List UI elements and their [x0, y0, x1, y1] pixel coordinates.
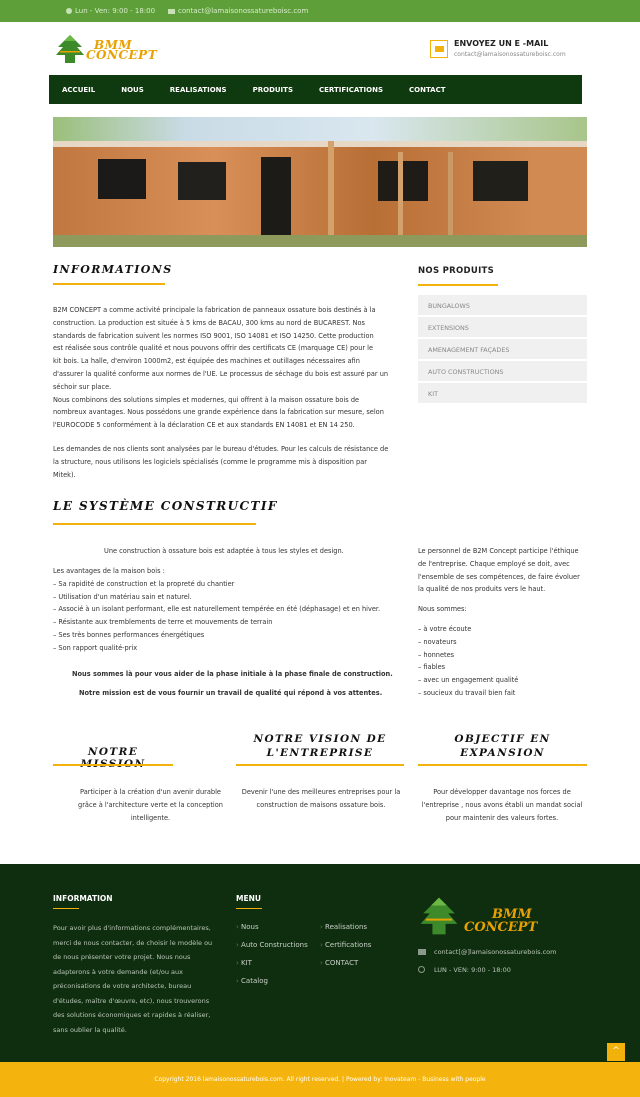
footer-info-title: INFORMATION	[53, 894, 113, 903]
site-logo[interactable]	[54, 33, 179, 65]
nav-accueil[interactable]: ACCUEIL	[62, 85, 96, 94]
logo-text-concept: CONCEPT	[86, 48, 158, 62]
top-bar	[0, 0, 640, 22]
product-amenagement-facades[interactable]: AMENAGEMENT FAÇADES	[418, 339, 587, 359]
mission-title: NOTRE	[87, 746, 139, 758]
nav-realisations[interactable]: REALISATIONS	[169, 85, 227, 94]
vision-title	[236, 732, 404, 760]
mail-address[interactable]: contact@lamaisonossatureboisc.com	[454, 51, 566, 58]
footer-menu-catalog[interactable]: › Catalog	[236, 977, 268, 985]
text-line: Pour avoir plus d'informations complémentaires,	[53, 924, 211, 932]
text-line: – Associé à un isolant performant, elle est naturellement tempérée en été (déphasage) et en hiver.	[53, 605, 381, 614]
tree-logo-icon	[54, 33, 86, 65]
systeme-title: LE SYSTÈME CONSTRUCTIF	[53, 499, 278, 513]
text-line: – novateurs	[418, 637, 457, 646]
text-line: la qualité de nos produits vers le haut.	[418, 585, 546, 594]
copyright-text: Copyright 2016 lamaisonossaturebois.com. All right reserved. | Powered by: Inovateam - Business with people	[154, 1076, 486, 1083]
objectif-text	[412, 786, 592, 825]
main-nav	[49, 75, 582, 104]
footer-logo[interactable]	[418, 894, 588, 938]
vision-title-line: L'ENTREPRISE	[266, 747, 374, 759]
text-line: construction. La production est située à 5 kms de BACAU, 300 kms au nord de BUCAREST. Nos	[53, 318, 365, 327]
text-line: Mitek).	[53, 470, 76, 479]
text-line: sans oublier la qualité.	[53, 1025, 127, 1034]
footer-logo-bmm: BMM	[492, 907, 532, 922]
text-line: – fiables	[418, 663, 446, 672]
mail-icon	[430, 40, 448, 58]
back-to-top-button[interactable]	[607, 1043, 625, 1061]
objectif-title-line: OBJECTIF EN	[454, 733, 551, 745]
nav-certifications[interactable]: CERTIFICATIONS	[318, 85, 383, 94]
text-line: des solutions économiques et rapides à réaliser,	[53, 1011, 211, 1019]
text-line: d'études, maître d'œuvre, etc), nous trouverons	[53, 996, 210, 1005]
mission-line: grâce à l'architecture verte et la conception	[78, 801, 223, 809]
text-line: de l'entreprise. Chaque employé se doit, avec	[418, 559, 570, 568]
text-line: – soucieux du travail bien fait	[418, 689, 516, 697]
nav-contact[interactable]: CONTACT	[409, 85, 446, 94]
mail-title: ENVOYEZ UN E -MAIL	[454, 39, 549, 48]
topbar-email[interactable]: contact@lamaisonossatureboisc.com	[178, 7, 309, 15]
text-line: est réalisée sous contrôle qualité et nous pouvons offrir des certificats CE (marquage CE) pour le	[53, 344, 374, 353]
product-auto-constructions[interactable]: AUTO CONSTRUCTIONS	[418, 361, 587, 381]
text-line: – Sa rapidité de construction et la propreté du chantier	[53, 579, 235, 588]
chevron-up-icon: ^	[612, 1046, 620, 1056]
text-line: Les demandes de nos clients sont analysées par le bureau d'études. Pour les calculs de résistance de	[53, 445, 389, 453]
footer	[0, 864, 640, 1062]
objectif-title-line: EXPANSION	[460, 747, 545, 759]
text-line: séchoir sur place.	[53, 382, 112, 391]
text-line: l'EUROCODE 5 conformément à la déclaration CE et aux standards EN 14081 et EN 14 250.	[53, 421, 355, 430]
text-line: – avec un engagement qualité	[418, 676, 519, 685]
products-title: NOS PRODUITS	[418, 266, 495, 276]
vision-line: Devenir l'une des meilleures entreprises pour la	[241, 788, 401, 796]
vision-title-line: NOTRE VISION DE	[253, 733, 387, 745]
text-line: – Résistante aux tremblements de terre et mouvements de terrain	[53, 618, 273, 627]
mission-text	[53, 786, 248, 825]
systeme-intro: Une construction à ossature bois est adaptée à tous les styles et design.	[104, 547, 344, 555]
objectif-line: l'entreprise , nous avons établi un mandat social	[421, 801, 583, 809]
footer-menu-realisations[interactable]: › Realisations	[320, 923, 367, 931]
ethique-heading: Nous sommes:	[418, 605, 467, 613]
text-line: – Ses très bonnes performances énergétiques	[53, 631, 205, 639]
text-line: B2M CONCEPT a comme activité principale la fabrication de panneaux ossature bois destinés à la	[53, 306, 376, 314]
footer-menu-title: MENU	[236, 894, 261, 903]
envelope-icon	[168, 9, 175, 14]
text-line: l'ensemble de ses compétences, de faire évoluer	[418, 572, 580, 581]
text-line: – honnetes	[418, 650, 455, 659]
text-line: standards de fabrication suivent les normes ISO 9001, ISO 14081 et ISO 14250. Cette production	[53, 331, 374, 340]
mission-underline	[53, 764, 173, 766]
footer-menu-kit[interactable]: › KIT	[236, 959, 252, 967]
text-line: – Utilisation d'un matériau sain et naturel.	[53, 592, 192, 601]
nav-nous[interactable]: NOUS	[121, 85, 144, 94]
products-underline	[418, 284, 498, 286]
informations-title: INFORMATIONS	[53, 263, 173, 276]
footer-menu-auto-constructions[interactable]: › Auto Constructions	[236, 941, 308, 949]
text-line: kit bois. La halle, d'environ 1000m2, est équipée des machines et outillages nécessaires afin	[53, 357, 360, 366]
text-line: adapterons à votre demande (et/ou aux	[53, 967, 183, 976]
systeme-bold-1: Nous sommes là pour vous aider de la phase initiale à la phase finale de construction.	[72, 670, 393, 678]
objectif-underline	[418, 764, 587, 766]
footer-envelope-icon	[418, 949, 426, 955]
vision-text	[232, 786, 410, 812]
footer-contact-hours: LUN - VEN: 9:00 - 18:00	[434, 966, 511, 974]
copyright-bar	[0, 1062, 640, 1097]
footer-contact-email[interactable]: contact[@]lamaisonossaturebois.com	[434, 948, 557, 956]
informations-underline	[53, 283, 165, 285]
objectif-line: Pour développer davantage nos forces de	[433, 788, 571, 796]
footer-menu-underline	[236, 908, 262, 909]
text-line: préconisations de votre architecte, bureau	[53, 982, 192, 990]
text-line: Le personnel de B2M Concept participe l'éthique	[418, 547, 579, 555]
footer-menu-contact[interactable]: › CONTACT	[320, 959, 358, 967]
systeme-underline	[53, 523, 256, 525]
vision-underline	[236, 764, 404, 766]
text-line: d'assurer la qualité conforme aux normes de l'UE. Le processus de séchage du bois est assuré par un	[53, 370, 389, 378]
footer-menu-nous[interactable]: › Nous	[236, 923, 259, 931]
text-line: – Son rapport qualité-prix	[53, 643, 138, 652]
product-extensions[interactable]: EXTENSIONS	[418, 317, 587, 337]
product-kit[interactable]: KIT	[418, 383, 587, 403]
footer-clock-icon	[418, 966, 425, 973]
text-line: Les avantages de la maison bois :	[53, 567, 165, 575]
product-bungalows[interactable]: BUNGALOWS	[418, 295, 587, 315]
systeme-bold-2: Notre mission est de vous fournir un travail de qualité qui répond à vos attentes.	[79, 689, 383, 697]
text-line: la structure, nous utilisons les logiciels spécialisés (comme le programme mis à disposition par	[53, 457, 367, 466]
vision-line: construction de maisons ossature bois.	[256, 801, 386, 809]
clock-icon	[66, 8, 72, 14]
text-line: – à votre écoute	[418, 625, 472, 633]
logo-text-bmm: BMM	[94, 38, 133, 52]
hero-house-image	[53, 117, 587, 247]
mission-line: Participer à la création d'un avenir durable	[80, 788, 221, 796]
objectif-title	[418, 732, 587, 760]
text-line: de nous présenter votre projet. Nous nous	[53, 953, 191, 961]
nav-produits[interactable]: PRODUITS	[252, 85, 293, 94]
footer-logo-concept: CONCEPT	[464, 920, 538, 935]
footer-info-underline	[53, 908, 79, 909]
mission-line: intelligente.	[130, 814, 171, 822]
text-line: nombreux avantages. Nous possédons une grande expérience dans la fabrication sur mesure, selon	[53, 408, 384, 417]
tree-logo-icon	[418, 894, 460, 938]
text-line: Nous combinons des solutions simples et modernes, qui offrent à la maison ossature bois de	[53, 395, 360, 404]
objectif-line: pour maintenir des valeurs fortes.	[445, 814, 559, 822]
footer-menu-certifications[interactable]: › Certifications	[320, 941, 371, 949]
text-line: merci de nous contacter, de choisir le modèle ou	[53, 938, 213, 947]
topbar-hours: Lun - Ven: 9:00 - 18:00	[75, 7, 156, 15]
